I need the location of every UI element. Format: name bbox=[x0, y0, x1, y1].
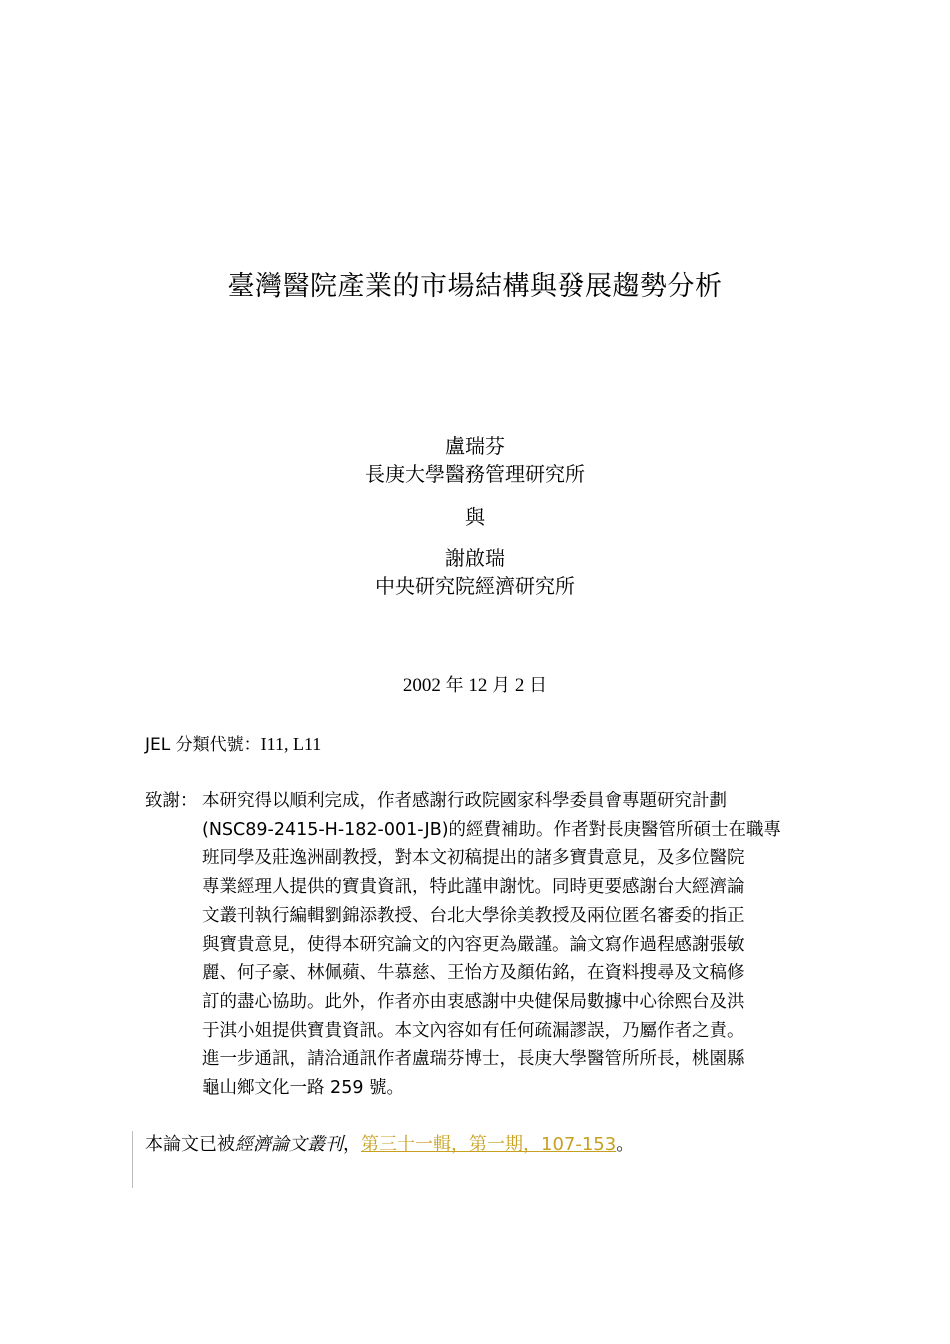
author-2-name: 謝啟瑞 bbox=[445, 546, 505, 570]
publication-separator: ， bbox=[343, 1134, 361, 1155]
publication-note bbox=[132, 1131, 634, 1188]
author-2-affiliation: 中央研究院經濟研究所 bbox=[375, 574, 575, 598]
date-day-char: 日 bbox=[529, 675, 548, 696]
acknowledgement-line: 與寶貴意見，使得本研究論文的內容更為嚴謹。論文寫作過程感謝張敏 bbox=[202, 934, 745, 955]
paper-title: 臺灣醫院產業的市場結構與發展趨勢分析 bbox=[227, 271, 723, 302]
author-1-name: 盧瑞芬 bbox=[445, 434, 505, 458]
author-2 bbox=[0, 544, 950, 600]
acknowledgement-line: 進一步通訊，請洽通訊作者盧瑞芬博士，長庚大學醫管所所長，桃園縣 bbox=[202, 1049, 745, 1070]
jel-label: JEL 分類代號： bbox=[145, 735, 261, 755]
date-day: 2 bbox=[514, 675, 525, 696]
acknowledgement-line: 本研究得以順利完成，作者感謝行政院國家科學委員會專題研究計劃 bbox=[202, 791, 727, 811]
date-year: 2002 bbox=[402, 675, 441, 696]
acknowledgement-body bbox=[202, 787, 810, 1103]
publication-suffix: 。 bbox=[616, 1134, 635, 1155]
author-conjunction: 與 bbox=[465, 505, 485, 529]
author-1-affiliation: 長庚大學醫務管理研究所 bbox=[365, 462, 585, 486]
publication-prefix: 本論文已被 bbox=[145, 1134, 235, 1155]
acknowledgement-line: 文叢刊執行編輯劉錦添教授、台北大學徐美教授及兩位匿名審委的指正 bbox=[202, 905, 745, 926]
acknowledgement-line: 龜山鄉文化一路 259 號。 bbox=[202, 1078, 405, 1099]
publication-date bbox=[0, 673, 950, 699]
acknowledgement-line: 班同學及莊逸洲副教授，對本文初稿提出的諸多寶貴意見，及多位醫院 bbox=[202, 848, 745, 869]
author-1 bbox=[0, 432, 950, 488]
volume-issue-link[interactable]: 第三十一輯，第一期，107-153 bbox=[361, 1134, 617, 1155]
jel-classification bbox=[145, 731, 321, 758]
acknowledgement-line: 訂的盡心協助。此外，作者亦由衷感謝中央健保局數據中心徐熙台及洪 bbox=[202, 991, 745, 1012]
acknowledgement-label: 致謝： bbox=[145, 791, 198, 811]
date-month-char: 月 bbox=[492, 675, 511, 696]
date-year-char: 年 bbox=[445, 675, 464, 696]
acknowledgement-line: 專業經理人提供的寶貴資訊，特此謹申謝忱。同時更要感謝台大經濟論 bbox=[202, 877, 745, 898]
journal-name: 經濟論文叢刊 bbox=[235, 1134, 343, 1155]
jel-codes: I11, L11 bbox=[260, 734, 322, 754]
date-month: 12 bbox=[468, 675, 488, 696]
acknowledgement-line: 于淇小姐提供寶貴資訊。本文內容如有任何疏漏謬誤，乃屬作者之責。 bbox=[202, 1020, 745, 1041]
acknowledgement-line: 麗、何子豪、林佩蘋、牛慕慈、王怡方及顏佑銘，在資料搜尋及文稿修 bbox=[202, 963, 745, 984]
acknowledgement-line: (NSC89-2415-H-182-001-JB)的經費補助。作者對長庚醫管所碩士在職專 bbox=[202, 819, 782, 840]
